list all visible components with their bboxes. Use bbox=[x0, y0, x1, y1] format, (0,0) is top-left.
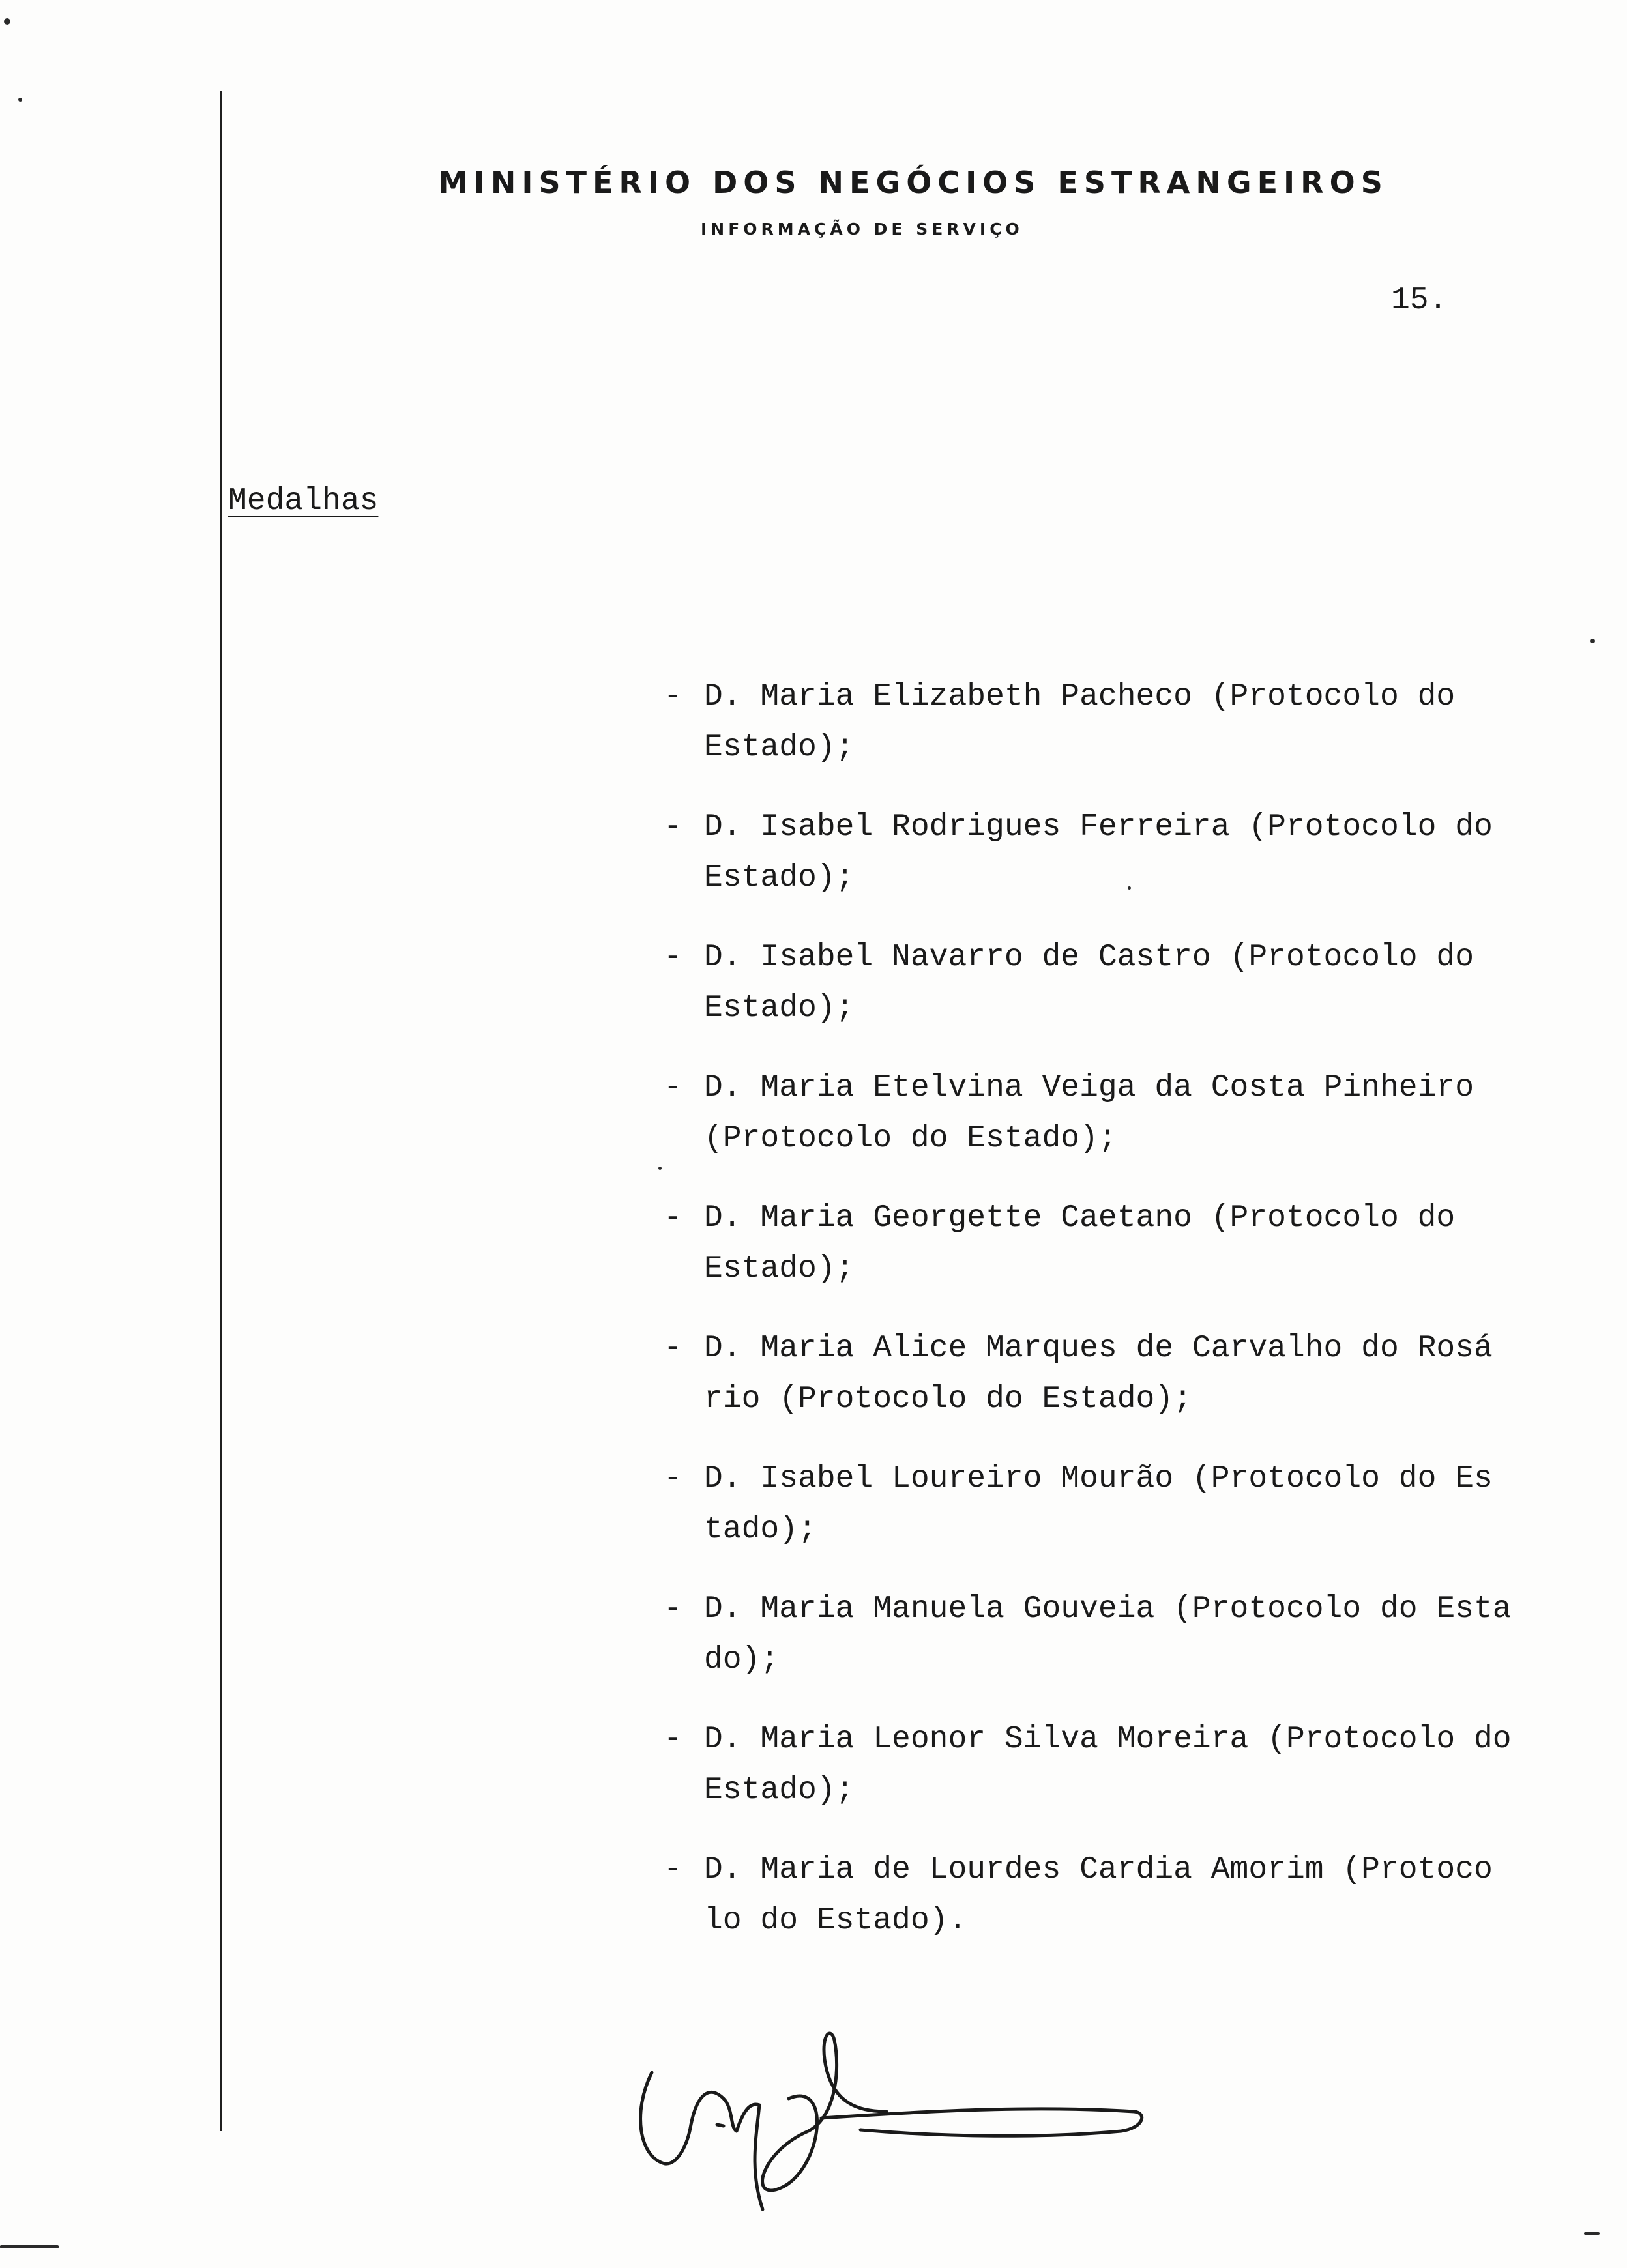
entry-line-1: D. Maria Etelvina Veiga da Costa Pinheiro bbox=[704, 1070, 1474, 1105]
list-item bbox=[664, 1844, 1576, 1946]
list-dash: - bbox=[664, 1200, 682, 1236]
entry-line-2: tado); bbox=[704, 1512, 817, 1547]
entry-line-2: Estado); bbox=[704, 860, 855, 895]
paper-speck bbox=[658, 1167, 662, 1170]
list-dash: - bbox=[664, 1331, 682, 1366]
entry-line-2: lo do Estado). bbox=[704, 1903, 967, 1938]
list-item bbox=[664, 1062, 1576, 1164]
list-item bbox=[664, 671, 1576, 773]
list-dash: - bbox=[664, 1592, 682, 1627]
page-number: 15. bbox=[1391, 283, 1448, 318]
list-item bbox=[664, 1193, 1576, 1294]
entry-line-1: D. Maria Georgette Caetano (Protocolo do bbox=[704, 1200, 1456, 1236]
entry-line-2: Estado); bbox=[704, 730, 855, 765]
list-dash: - bbox=[664, 1070, 682, 1105]
list-item bbox=[664, 1453, 1576, 1555]
entry-line-1: D. Maria Alice Marques de Carvalho do Rosá bbox=[704, 1331, 1493, 1366]
entry-line-1: D. Maria de Lourdes Cardia Amorim (Protoco bbox=[704, 1852, 1493, 1887]
list-item bbox=[664, 802, 1576, 903]
paper-speck bbox=[4, 18, 10, 25]
entry-line-2: Estado); bbox=[704, 1773, 855, 1808]
entry-line-1: D. Isabel Navarro de Castro (Protocolo do bbox=[704, 940, 1474, 975]
entry-line-2: Estado); bbox=[704, 991, 855, 1026]
ministry-heading: MINISTÉRIO DOS NEGÓCIOS ESTRANGEIROS bbox=[438, 165, 1388, 200]
list-dash: - bbox=[664, 1852, 682, 1887]
entry-line-2: (Protocolo do Estado); bbox=[704, 1121, 1117, 1156]
paper-speck bbox=[18, 98, 22, 102]
list-item bbox=[664, 1323, 1576, 1425]
entry-line-2: do); bbox=[704, 1642, 780, 1678]
list-item bbox=[664, 1584, 1576, 1685]
list-dash: - bbox=[664, 679, 682, 714]
list-item bbox=[664, 1714, 1576, 1816]
list-dash: - bbox=[664, 809, 682, 845]
paper-speck bbox=[1590, 639, 1595, 643]
list-dash: - bbox=[664, 940, 682, 975]
medal-recipient-list bbox=[664, 671, 1576, 1975]
margin-rule bbox=[220, 91, 222, 2131]
paper-speck bbox=[0, 2245, 59, 2248]
entry-line-1: D. Maria Elizabeth Pacheco (Protocolo do bbox=[704, 679, 1456, 714]
section-title: Medalhas bbox=[228, 484, 379, 519]
entry-line-1: D. Maria Leonor Silva Moreira (Protocolo do bbox=[704, 1722, 1512, 1757]
list-item bbox=[664, 932, 1576, 1034]
list-dash: - bbox=[664, 1461, 682, 1496]
entry-line-2: rio (Protocolo do Estado); bbox=[704, 1382, 1192, 1417]
paper-speck bbox=[1128, 886, 1131, 890]
entry-line-1: D. Maria Manuela Gouveia (Protocolo do Esta bbox=[704, 1592, 1512, 1627]
entry-line-1: D. Isabel Rodrigues Ferreira (Protocolo do bbox=[704, 809, 1493, 845]
handwritten-signature bbox=[626, 2014, 1167, 2229]
entry-line-1: D. Isabel Loureiro Mourão (Protocolo do Es bbox=[704, 1461, 1493, 1496]
service-info-heading: INFORMAÇÃO DE SERVIÇO bbox=[701, 220, 1023, 239]
entry-line-2: Estado); bbox=[704, 1251, 855, 1287]
list-dash: - bbox=[664, 1722, 682, 1757]
paper-speck bbox=[1584, 2232, 1600, 2235]
